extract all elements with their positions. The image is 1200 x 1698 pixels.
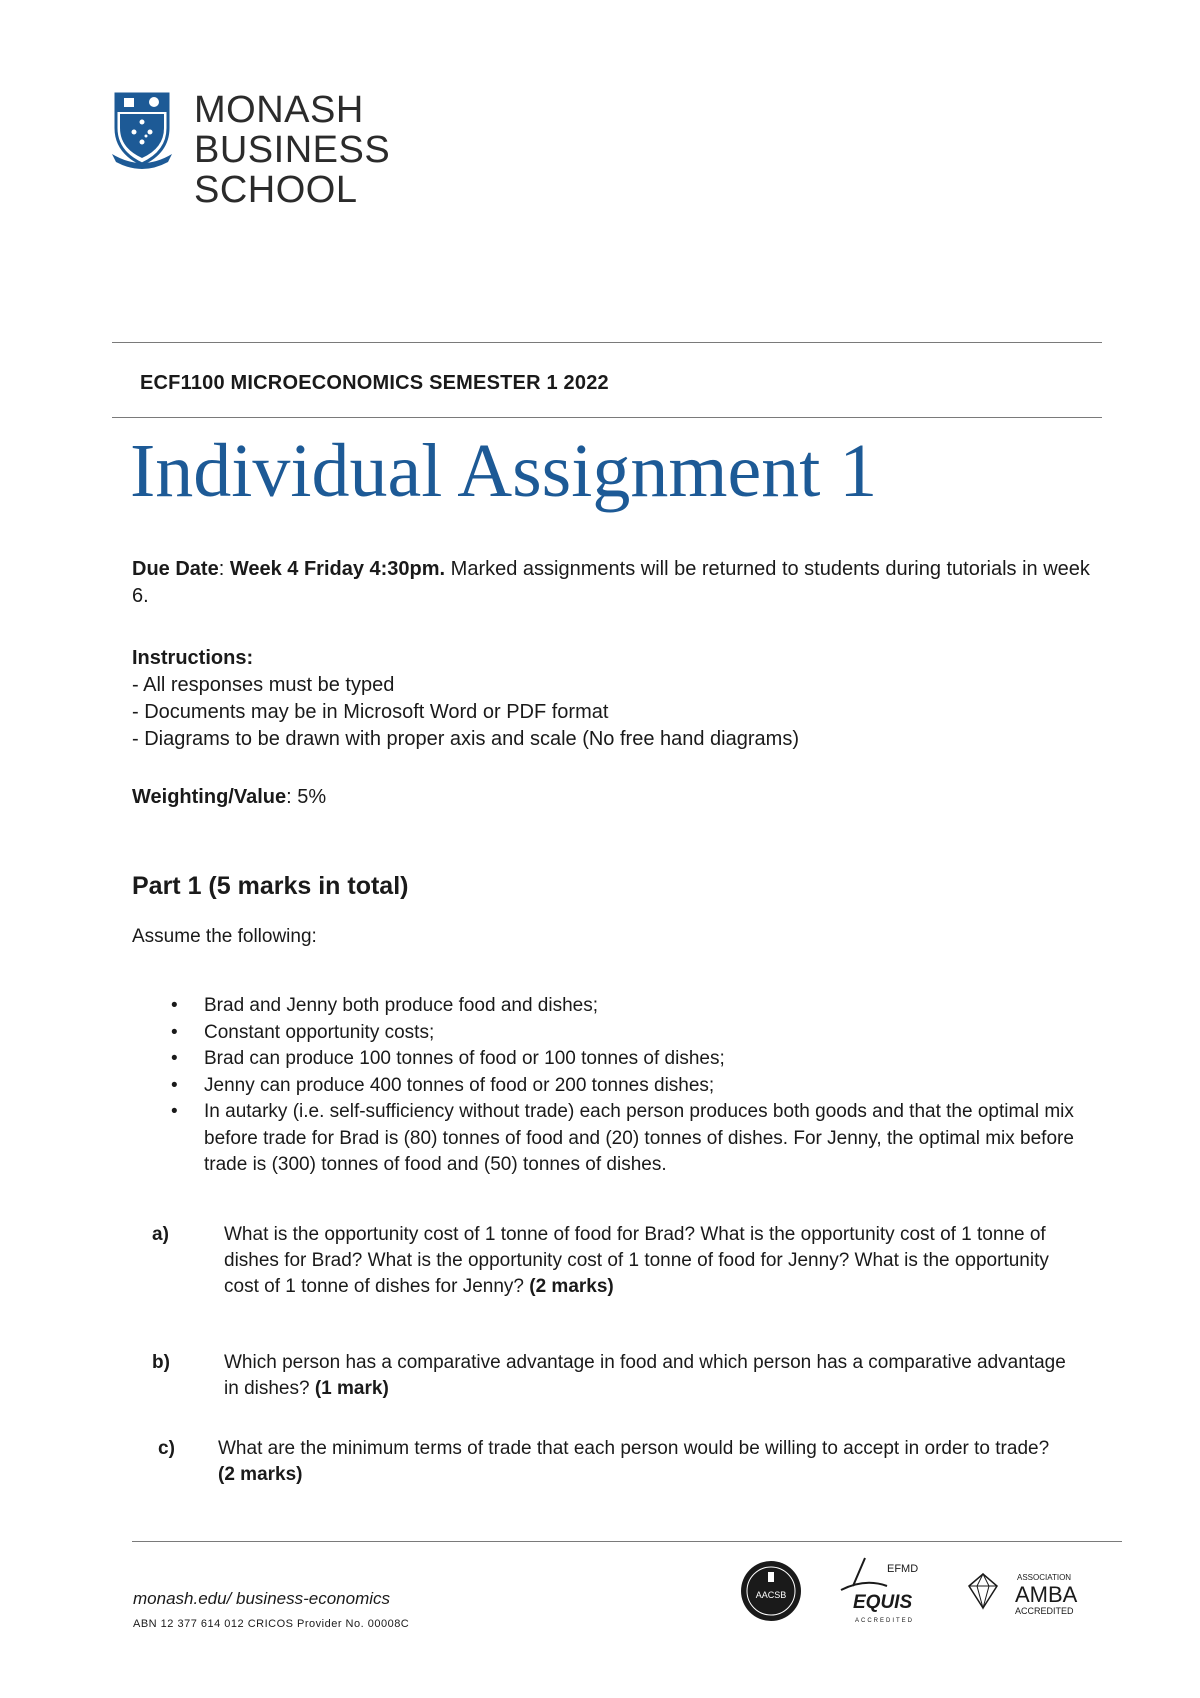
due-date-text: Marked assignments will be returned to students during tutorials in week 6.	[132, 558, 1090, 607]
instruction-item: - Documents may be in Microsoft Word or PDF format	[132, 701, 609, 723]
logo-line-1: MONASH	[194, 89, 364, 131]
amba-text: AMBA	[1015, 1582, 1078, 1607]
header-rule	[112, 417, 1102, 418]
question-b-text: Which person has a comparative advantage in food and which person has a comparative advantage in dishes?	[224, 1352, 1066, 1399]
question-c-label: c)	[158, 1438, 175, 1459]
aacsb-badge-icon	[740, 1560, 802, 1622]
question-c-marks: (2 marks)	[218, 1464, 303, 1485]
footer-rule	[132, 1541, 1122, 1542]
question-b	[152, 1350, 1068, 1402]
equis-text: EQUIS	[853, 1592, 913, 1613]
footer-abn: ABN 12 377 614 012 CRICOS Provider No. 00008C	[133, 1618, 410, 1630]
question-a-label: a)	[152, 1224, 169, 1245]
instruction-item: - All responses must be typed	[132, 674, 395, 696]
list-item: • Brad can produce 100 tonnes of food or 100 tonnes of dishes;	[132, 1046, 1092, 1073]
logo-line-3: SCHOOL	[194, 169, 358, 211]
page-title: Individual Assignment 1	[130, 429, 878, 513]
logo-wordmark	[194, 90, 390, 210]
amba-sub-text: ACCREDITED	[1015, 1606, 1074, 1616]
equis-badge-icon	[835, 1556, 935, 1626]
list-item: • In autarky (i.e. self-sufficiency without trade) each person produces both goods and that the optimal mix before trade for Brad is (80) tonnes of food and (20) tonnes of dishes. For Jenny, the optimal mix before trade is (300) tonnes of food and (50) tonnes of dishes.	[132, 1099, 1092, 1179]
instructions-block	[132, 645, 1092, 753]
weighting-label: Weighting/Value	[132, 786, 287, 808]
aacsb-text: AACSB	[755, 1590, 787, 1600]
due-date-paragraph	[132, 556, 1092, 610]
question-a-marks: (2 marks)	[529, 1276, 614, 1297]
due-date-label: Due Date	[132, 558, 219, 580]
question-a-text: What is the opportunity cost of 1 tonne of food for Brad? What is the opportunity cost of 1 tonne of dishes for Brad? What is the opportunity cost of 1 tonne of food for Jenny? What is the opportunity cost of 1 tonne of dishes for Jenny?	[224, 1224, 1049, 1297]
question-a	[152, 1222, 1068, 1300]
weighting-line	[132, 784, 326, 811]
list-item: • Constant opportunity costs;	[132, 1020, 1092, 1047]
instruction-item: - Diagrams to be drawn with proper axis and scale (No free hand diagrams)	[132, 728, 799, 750]
question-c-text: What are the minimum terms of trade that each person would be willing to accept in order to trade?	[218, 1438, 1050, 1459]
question-b-label: b)	[152, 1352, 170, 1373]
assumption-list	[132, 993, 1092, 1179]
part-heading: Part 1 (5 marks in total)	[132, 872, 409, 900]
equis-sub-text: ACCREDITED	[855, 1618, 915, 1624]
question-c	[158, 1436, 1068, 1488]
logo-line-2: BUSINESS	[194, 129, 391, 171]
monash-crest-icon	[112, 90, 172, 170]
list-item: • Brad and Jenny both produce food and dishes;	[132, 993, 1092, 1020]
monash-logo	[112, 90, 390, 210]
footer-website: monash.edu/ business-economics	[133, 1589, 391, 1608]
course-header: ECF1100 MICROECONOMICS SEMESTER 1 2022	[140, 372, 609, 394]
question-b-marks: (1 mark)	[314, 1378, 389, 1399]
top-rule	[112, 342, 1102, 343]
equis-top-text: EFMD	[887, 1563, 919, 1575]
assume-text: Assume the following:	[132, 926, 317, 947]
amba-badge-icon	[965, 1568, 1095, 1618]
list-item: • Jenny can produce 400 tonnes of food or 200 tonnes dishes;	[132, 1073, 1092, 1100]
amba-top-text: ASSOCIATION	[1017, 1573, 1072, 1582]
due-date-value: Week 4 Friday 4:30pm.	[229, 558, 446, 580]
weighting-value: : 5%	[286, 786, 327, 808]
instructions-label: Instructions:	[132, 647, 254, 669]
due-date-separator: :	[218, 558, 230, 580]
